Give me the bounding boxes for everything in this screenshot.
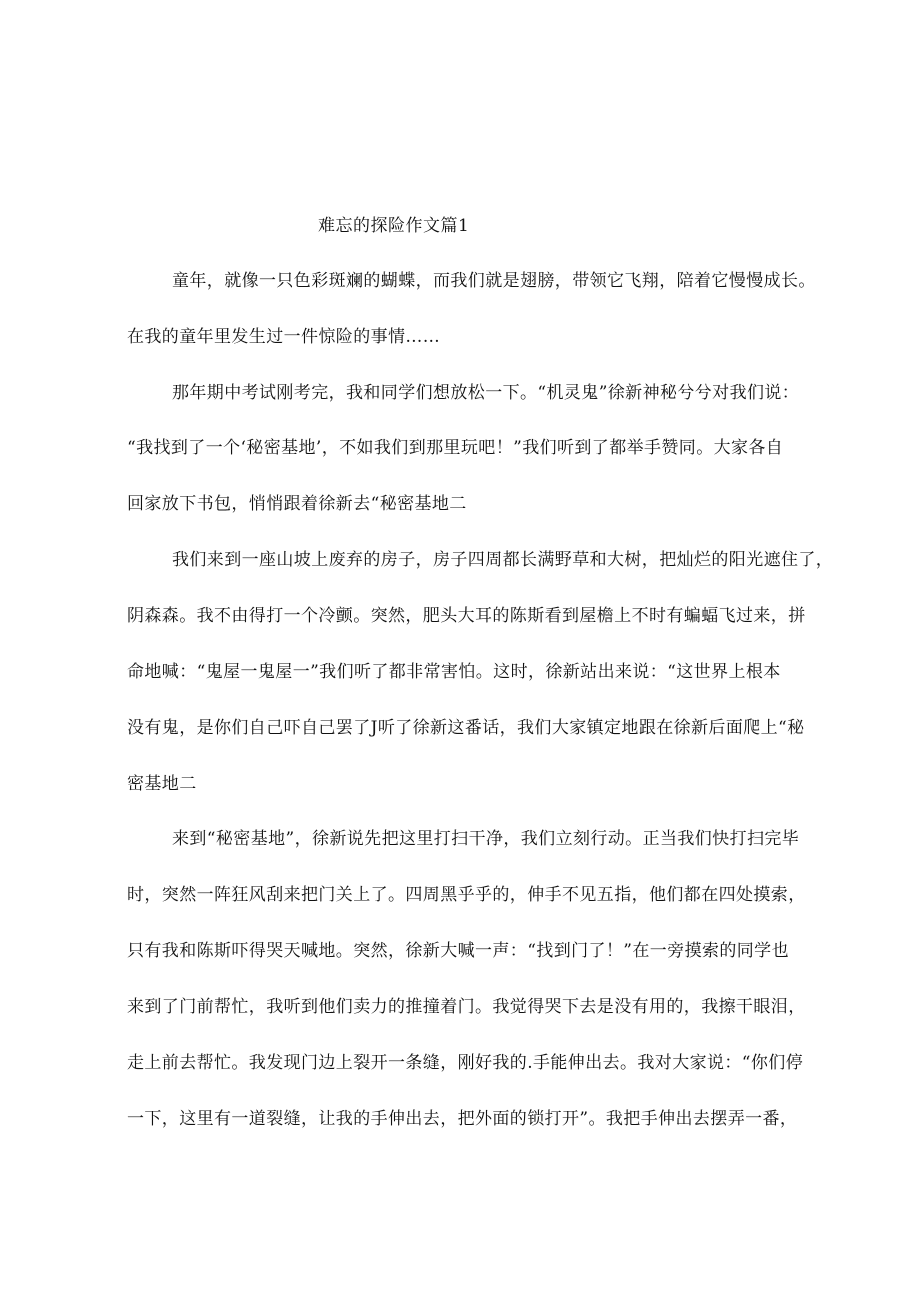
paragraph-line: 走上前去帮忙。我发现门边上裂开一条缝，刚好我的.手能伸出去。我对大家说：“你们停 (127, 1053, 804, 1073)
paragraph-line: 我们来到一座山坡上废弃的房子，房子四周都长满野草和大树，把灿烂的阳光遮住了， (172, 550, 834, 570)
paragraph-line: 密基地二 (127, 774, 197, 794)
paragraph-line: 那年期中考试刚考完，我和同学们想放松一下。“机灵鬼”徐新神秘兮兮对我们说： (172, 383, 800, 403)
paragraph-line: 一下，这里有一道裂缝，让我的手伸出去，把外面的锁打开”。我把手伸出去摆弄一番， (127, 1109, 798, 1129)
paragraph-line: 在我的童年里发生过一件惊险的事情…… (127, 327, 441, 347)
paragraph-line: 没有鬼，是你们自己吓自己罢了J听了徐新这番话，我们大家镇定地跟在徐新后面爬上“秘 (127, 718, 805, 738)
paragraph-line: 只有我和陈斯吓得哭天喊地。突然，徐新大喊一声：“找到门了！”在一旁摸索的同学也 (127, 941, 789, 961)
paragraph-line: 回家放下书包，悄悄跟着徐新去“秘密基地二 (127, 494, 467, 514)
paragraph-line: 阴森森。我不由得打一个冷颤。突然，肥头大耳的陈斯看到屋檐上不时有蝙蝠飞过来，拼 (127, 606, 806, 626)
paragraph-line: 命地喊：“鬼屋一鬼屋一”我们听了都非常害怕。这时，徐新站出来说：“这世界上根本 (127, 662, 781, 682)
paragraph-line: 来到了门前帮忙，我听到他们卖力的推撞着门。我觉得哭下去是没有用的，我擦干眼泪， (127, 997, 806, 1017)
document-title: 难忘的探险作文篇1 (318, 216, 470, 236)
paragraph-line: 时，突然一阵狂风刮来把门关上了。四周黑乎乎的，伸手不见五指，他们都在四处摸索， (127, 885, 806, 905)
paragraph-line: 童年，就像一只色彩斑斓的蝴蝶，而我们就是翅膀，带领它飞翔，陪着它慢慢成长。 (172, 271, 816, 291)
paragraph-line: 来到“秘密基地”，徐新说先把这里打扫干净，我们立刻行动。正当我们快打扫完毕 (172, 829, 800, 849)
paragraph-line: “我找到了一个‘秘密基地’，不如我们到那里玩吧！”我们听到了都举手赞同。大家各自 (127, 438, 784, 458)
